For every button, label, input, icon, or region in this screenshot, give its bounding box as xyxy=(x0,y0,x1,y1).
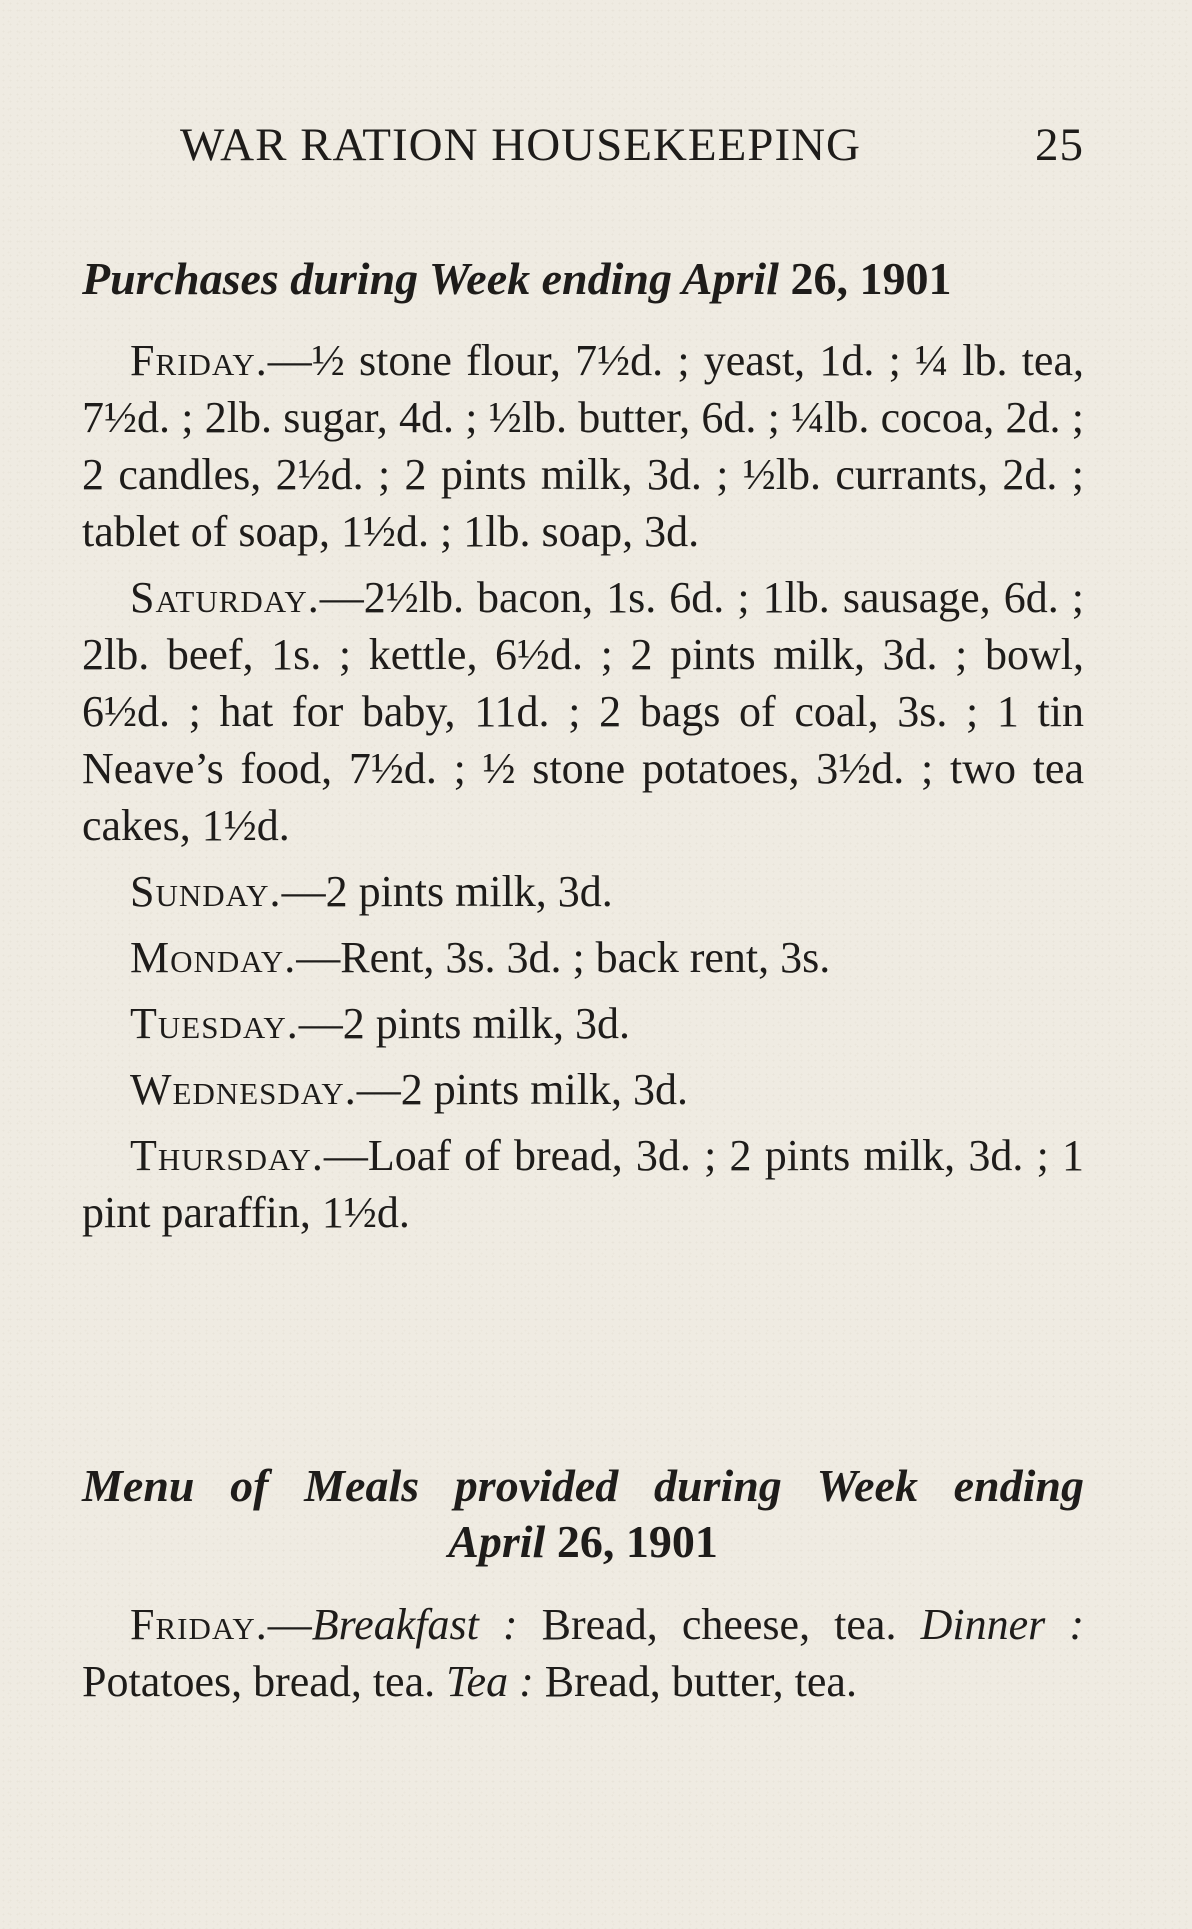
menu-entry-friday xyxy=(82,1596,1084,1710)
purchase-entry-saturday xyxy=(82,569,1084,854)
day-label: Thursday. xyxy=(130,1131,324,1180)
purchase-entry-thursday xyxy=(82,1127,1084,1241)
entry-text: —2 pints milk, 3d. xyxy=(281,867,613,916)
menu-heading xyxy=(82,1458,1084,1570)
dinner-label: Dinner : xyxy=(920,1600,1084,1649)
entry-text: —Loaf of bread, 3d. ; 2 pints milk, 3d. ; 1 pint paraffin, 1½d. xyxy=(82,1131,1084,1237)
running-head xyxy=(180,118,1084,172)
purchases-heading xyxy=(82,252,1084,305)
entry-text: —½ stone flour, 7½d. ; yeast, 1d. ; ¼ lb. tea, 7½d. ; 2lb. sugar, 4d. ; ½lb. butter, 6d. ; ¼lb. cocoa, 2d. ; 2 candles, 2½d. ; 2 pints milk, 3d. ; ½lb. currants, 2d. ; tablet of soap, 1½d. ; 1lb. soap, 3d. xyxy=(82,336,1084,556)
menu-heading-line2 xyxy=(448,1516,718,1567)
purchases-heading-italic: Purchases during Week ending April xyxy=(82,253,779,304)
book-page xyxy=(82,0,1084,1929)
purchase-entry-wednesday xyxy=(82,1061,1084,1118)
running-head-title: WAR RATION HOUSEKEEPING xyxy=(180,119,861,171)
menu-heading-line1: Menu of Meals provided during Week ending xyxy=(82,1460,1084,1511)
page-number: 25 xyxy=(1035,119,1084,171)
breakfast-label: Breakfast : xyxy=(311,1600,518,1649)
day-label: Friday. xyxy=(130,336,268,385)
tea-text: Bread, butter, tea. xyxy=(533,1657,857,1706)
breakfast-text: Bread, cheese, tea. xyxy=(517,1600,921,1649)
purchases-list xyxy=(82,332,1084,1250)
day-label: Sunday. xyxy=(130,867,282,916)
entry-text: —Rent, 3s. 3d. ; back rent, 3s. xyxy=(296,933,831,982)
purchase-entry-friday xyxy=(82,332,1084,560)
day-label: Monday. xyxy=(130,933,297,982)
tea-label: Tea : xyxy=(446,1657,534,1706)
dinner-text: Potatoes, bread, tea. xyxy=(82,1657,447,1706)
menu-heading-line2-italic: April xyxy=(448,1516,546,1567)
purchase-entry-sunday xyxy=(82,863,1084,920)
day-label: Saturday. xyxy=(130,573,320,622)
day-label: Friday. xyxy=(130,1600,268,1649)
day-label: Wednesday. xyxy=(130,1065,357,1114)
purchase-entry-monday xyxy=(82,929,1084,986)
purchase-entry-tuesday xyxy=(82,995,1084,1052)
menu-heading-line2-date: 26, 1901 xyxy=(545,1516,718,1567)
menu-list xyxy=(82,1596,1084,1719)
entry-text: —2 pints milk, 3d. xyxy=(298,999,631,1048)
entry-text: —2½lb. bacon, 1s. 6d. ; 1lb. sausage, 6d. ; 2lb. beef, 1s. ; kettle, 6½d. ; 2 pints milk, 3d. ; bowl, 6½d. ; hat for baby, 11d. ; 2 bags of coal, 3s. ; 1 tin Neave’s food, 7½d. ; ½ stone potatoes, 3½d. ; two tea cakes, 1½d. xyxy=(82,573,1084,850)
entry-dash: — xyxy=(267,1600,312,1649)
day-label: Tuesday. xyxy=(130,999,299,1048)
entry-text: —2 pints milk, 3d. xyxy=(356,1065,688,1114)
purchases-heading-date: 26, 1901 xyxy=(778,253,952,304)
